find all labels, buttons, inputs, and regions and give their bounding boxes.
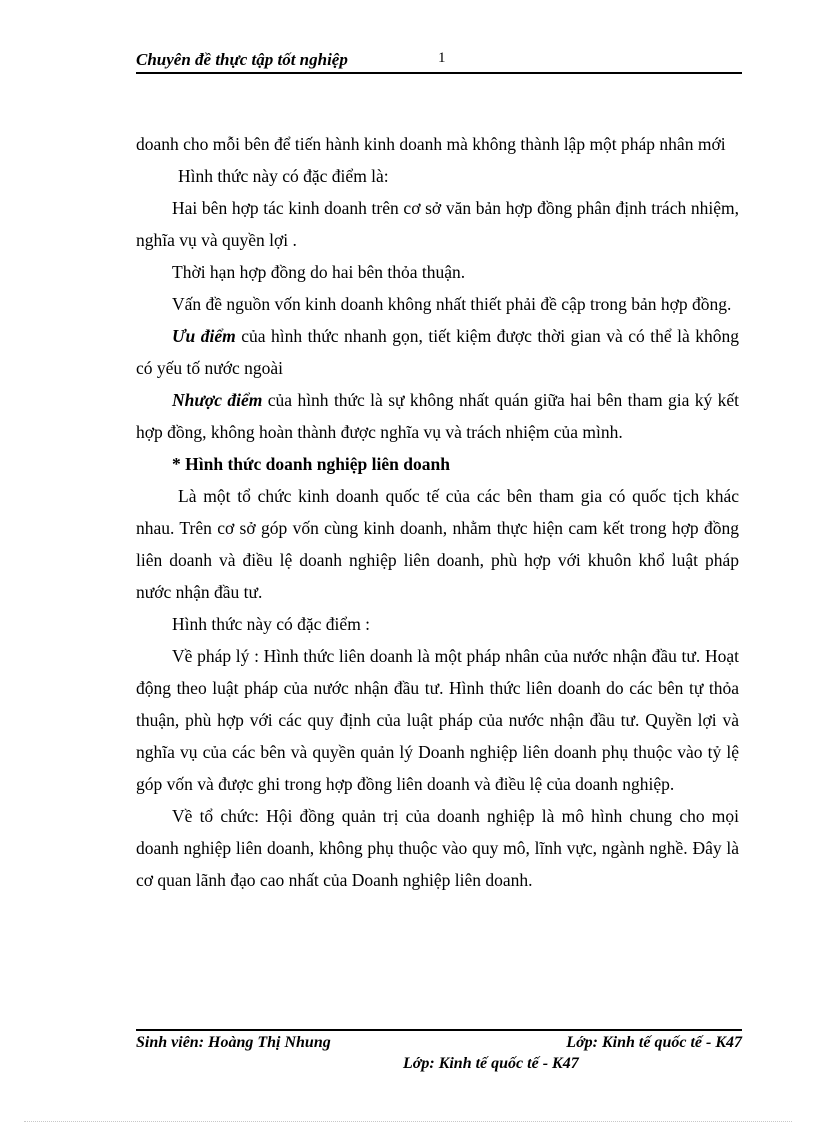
disadvantage-text: của hình thức là sự không nhất quán giữa hai bên tham gia ký kết hợp đồng, không hoàn thành được nghĩa vụ và trách nhiệm của mình. xyxy=(136,390,739,442)
paragraph: Hình thức này có đặc điểm là: xyxy=(178,166,389,186)
paragraph xyxy=(136,320,739,384)
document-body xyxy=(136,128,739,896)
footer-class: Lớp: Kinh tế quốc tế - K47 xyxy=(566,1034,742,1051)
paragraph: Hai bên hợp tác kinh doanh trên cơ sở văn bản hợp đồng phân định trách nhiệm, nghĩa vụ và quyền lợi . xyxy=(136,198,739,250)
paragraph: Về tổ chức: Hội đồng quản trị của doanh nghiệp là mô hình chung cho mọi doanh nghiệp liên doanh, không phụ thuộc vào quy mô, lĩnh vực, ngành nghề. Đây là cơ quan lãnh đạo cao nhất của Doanh nghiệp liên doanh. xyxy=(136,806,739,890)
paragraph xyxy=(136,384,739,448)
footer-class-repeat: Lớp: Kinh tế quốc tế - K47 xyxy=(403,1055,579,1072)
header-title: Chuyên đề thực tập tốt nghiệp xyxy=(136,50,348,69)
page-header xyxy=(136,48,742,74)
footer-divider xyxy=(136,1029,742,1031)
footer-student: Sinh viên: Hoàng Thị Nhung xyxy=(136,1034,331,1051)
advantage-label: Ưu điểm xyxy=(172,326,236,346)
disadvantage-label: Nhược điểm xyxy=(172,390,263,410)
page-bottom-border xyxy=(24,1121,792,1122)
paragraph: Vấn đề nguồn vốn kinh doanh không nhất thiết phải đề cập trong bản hợp đồng. xyxy=(172,294,732,314)
paragraph: Thời hạn hợp đồng do hai bên thỏa thuận. xyxy=(172,262,466,282)
paragraph: doanh cho mỗi bên để tiến hành kinh doanh mà không thành lập một pháp nhân mới xyxy=(136,134,726,154)
page-number: 1 xyxy=(438,50,446,66)
paragraph: Là một tổ chức kinh doanh quốc tế của các bên tham gia có quốc tịch khác nhau. Trên cơ sở góp vốn cùng kinh doanh, nhằm thực hiện cam kết trong hợp đồng liên doanh và điều lệ doanh nghiệp liên doanh, phù hợp với khuôn khổ luật pháp nước nhận đầu tư. xyxy=(136,486,739,602)
page-footer xyxy=(136,1034,742,1084)
paragraph: Về pháp lý : Hình thức liên doanh là một pháp nhân của nước nhận đầu tư. Hoạt động theo luật pháp của nước nhận đầu tư. Hình thức liên doanh do các bên tự thỏa thuận, phù hợp với các quy định của luật pháp của nước nhận đầu tư. Quyền lợi và nghĩa vụ của các bên và quyền quản lý Doanh nghiệp liên doanh phụ thuộc vào tỷ lệ góp vốn và được ghi trong hợp đồng liên doanh và điều lệ của doanh nghiệp. xyxy=(136,646,739,794)
section-heading: * Hình thức doanh nghiệp liên doanh xyxy=(172,454,450,474)
advantage-text: của hình thức nhanh gọn, tiết kiệm được thời gian và có thể là không có yếu tố nước ngoài xyxy=(136,326,739,378)
paragraph: Hình thức này có đặc điểm : xyxy=(172,614,371,634)
